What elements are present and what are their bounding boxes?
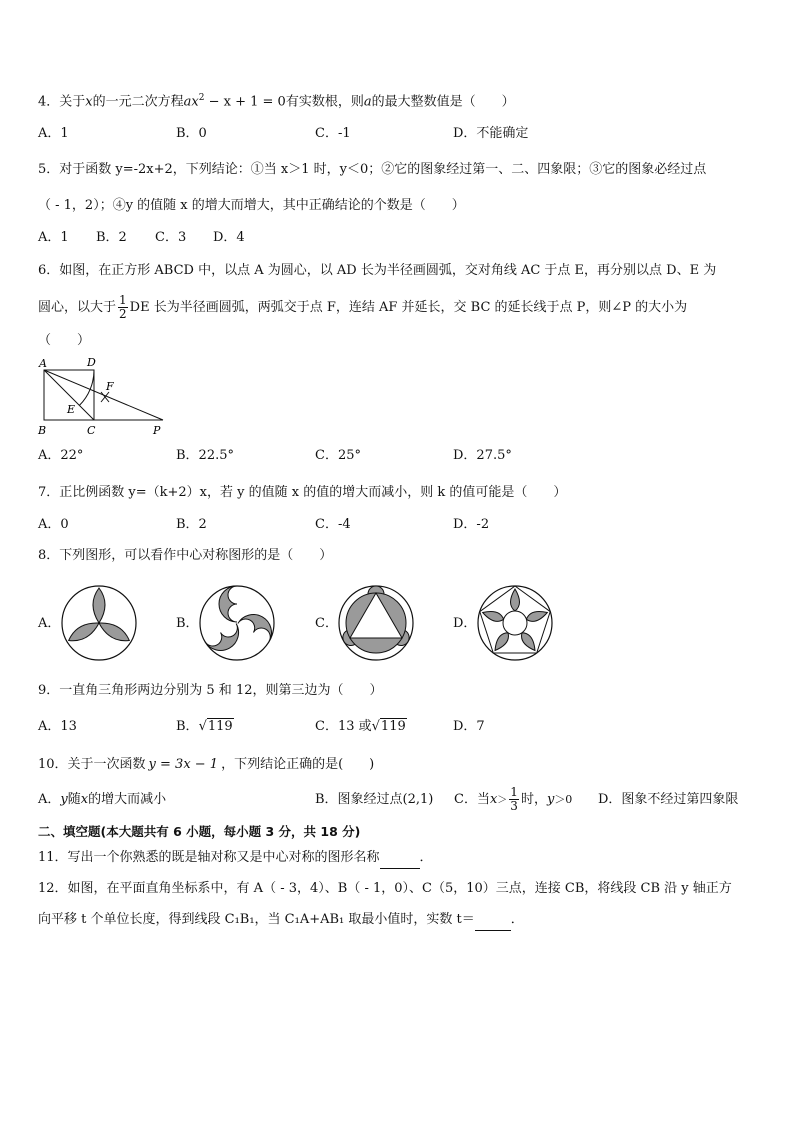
q9-option-b[interactable] <box>176 717 234 737</box>
q8-figure-b-swirl <box>198 584 276 662</box>
q5-option-d[interactable]: D．4 <box>213 230 245 245</box>
q6-option-d[interactable]: D．27.5° <box>453 448 512 463</box>
q10-a-text: 的增大而减小 <box>88 792 167 807</box>
q4-option-c[interactable]: C．-1 <box>315 126 351 141</box>
question-6-line1: 6．如图，在正方形 ABCD 中，以点 A 为圆心，以 AD 长为半径画圆弧，交对角线 AC 于点 E，再分别以点 D、E 为 <box>38 263 717 278</box>
label-f: F <box>106 380 114 393</box>
q10-a-var-x: x <box>80 792 89 807</box>
question-6-line3: （ ） <box>38 333 91 348</box>
q4-option-b[interactable]: B．0 <box>176 126 207 141</box>
label-b: B <box>38 424 47 437</box>
q10-a-text: 随 <box>67 792 81 807</box>
q11-answer-blank[interactable] <box>380 848 420 869</box>
q7-option-c[interactable]: C．-4 <box>315 517 351 532</box>
section-2-heading: 二、填空题(本大题共有 6 小题，每小题 3 分，共 18 分) <box>38 824 361 839</box>
q4-text: 4．关于 <box>38 94 86 110</box>
q8-option-d[interactable]: D． <box>453 616 477 631</box>
q10-option-b[interactable]: B．图象经过点(2,1) <box>315 792 434 807</box>
q10-c-gt: ＞ <box>497 795 508 806</box>
sqrt-sign: √ <box>371 719 380 734</box>
q6-text: 圆心，以大于 <box>38 300 117 315</box>
q5-option-b[interactable]: B．2 <box>96 230 127 245</box>
q7-option-d[interactable]: D．-2 <box>453 517 490 532</box>
q9-option-d[interactable]: D．7 <box>453 719 485 734</box>
q4-eq-rest: − x + 1 = 0 <box>204 94 286 110</box>
frac-den: 3 <box>510 799 518 813</box>
label-d: D <box>87 356 96 369</box>
q9-option-c[interactable] <box>315 717 407 737</box>
sqrt-sign: √ <box>198 719 207 734</box>
question-5-line2: （ - 1，2）；④y 的值随 x 的增大而增大，其中正确结论的个数是（ ） <box>38 198 465 213</box>
q12-answer-blank[interactable] <box>475 910 511 931</box>
q6-option-c[interactable]: C．25° <box>315 448 361 463</box>
q8-option-b[interactable]: B． <box>176 616 199 631</box>
q9-b-prefix: B． <box>176 719 199 734</box>
question-12-line2 <box>38 910 764 931</box>
q6-text: DE 长为半径画圆弧，两弧交于点 F，连结 AF 并延长，交 BC 的延长线于点 P，则∠P 的大小为 <box>129 300 688 315</box>
q6-option-a[interactable]: A．22° <box>38 448 84 463</box>
figure-d-inner-circle <box>503 611 527 635</box>
q9-b-radicand: 119 <box>207 719 233 734</box>
q10-option-a[interactable] <box>38 790 166 810</box>
q10-text: 10．关于一次函数 <box>38 757 146 772</box>
question-12-line1: 12．如图，在平面直角坐标系中，有 A（ - 3，4）、B（ - 1，0）、C（5，10）三点，连接 CB，将线段 CB 沿 y 轴正方 <box>38 881 732 896</box>
q8-option-c[interactable]: C． <box>315 616 338 631</box>
q7-option-a[interactable]: A．0 <box>38 517 69 532</box>
q10-c-fraction <box>509 786 519 813</box>
q8-figure-a-three-petals <box>60 584 138 662</box>
q10-c-prefix: C．当 <box>454 792 490 807</box>
q8-figure-c-triangle <box>337 584 415 662</box>
q10-a-prefix: A． <box>38 792 61 807</box>
q10-option-c[interactable] <box>454 781 572 820</box>
q4-var-a: a <box>363 94 372 110</box>
q6-square-figure <box>30 354 180 440</box>
q5-option-a[interactable]: A．1 <box>38 230 69 245</box>
q6-option-b[interactable]: B．22.5° <box>176 448 234 463</box>
question-5-line1: 5．对于函数 y=-2x+2，下列结论：①当 x＞1 时，y＜0；②它的图象经过第一、二、四象限；③它的图象必经过点 <box>38 162 707 177</box>
q4-text: 的最大整数值是（ ） <box>371 94 515 110</box>
q4-eq-x: x <box>191 94 199 110</box>
question-7-line1: 7．正比例函数 y=（k+2）x，若 y 的值随 x 的值的增大而减小，则 k 的值可能是（ ） <box>38 485 567 500</box>
q10-c-var-x: x <box>489 792 498 807</box>
label-e: E <box>67 403 76 416</box>
q10-text: ，下列结论正确的是( ) <box>221 757 375 772</box>
q6-fraction <box>118 294 128 321</box>
question-11 <box>38 848 764 869</box>
q11-end: ． <box>419 850 433 865</box>
frac-den: 2 <box>119 307 127 321</box>
q10-c-text: ＞0 <box>554 793 573 806</box>
frac-num: 1 <box>119 293 127 307</box>
q5-option-c[interactable]: C．3 <box>155 230 187 245</box>
q4-eq-a: a <box>183 94 192 110</box>
q10-function: y = 3x − 1 <box>148 757 219 772</box>
q10-c-text: 时， <box>520 792 547 807</box>
q7-option-b[interactable]: B．2 <box>176 517 207 532</box>
q8-option-a[interactable]: A． <box>38 616 61 631</box>
frac-num: 1 <box>510 785 518 799</box>
q10-c-var-y: y <box>546 792 555 807</box>
question-8-line1: 8．下列图形，可以看作中心对称图形的是（ ） <box>38 548 333 563</box>
label-p: P <box>153 424 161 437</box>
q4-option-d[interactable]: D．不能确定 <box>453 126 529 141</box>
q4-var-x: x <box>85 94 93 110</box>
question-6-line2 <box>38 294 764 321</box>
q4-option-a[interactable]: A．1 <box>38 126 69 141</box>
question-9-line1: 9．一直角三角形两边分别为 5 和 12，则第三边为（ ） <box>38 683 383 698</box>
q11-text: 11．写出一个你熟悉的既是轴对称又是中心对称的图形名称 <box>38 850 380 865</box>
q9-option-a[interactable]: A．13 <box>38 719 77 734</box>
question-10-stem <box>38 755 764 775</box>
question-4-stem <box>38 88 764 112</box>
q4-eq-sup: 2 <box>198 93 205 103</box>
q12-text: 向平移 t 个单位长度，得到线段 C₁B₁，当 C₁A+AB₁ 取最小值时，实数 t＝ <box>38 912 475 927</box>
q9-c-prefix: C．13 或 <box>315 719 372 734</box>
q4-text: 的一元二次方程 <box>92 94 184 110</box>
q10-a-var-y: y <box>60 792 68 807</box>
q12-end: ． <box>510 912 524 927</box>
q8-figure-d-pentagon-star <box>476 584 554 662</box>
label-a: A <box>39 357 47 370</box>
q4-text: 有实数根，则 <box>285 94 364 110</box>
q9-c-radicand: 119 <box>380 719 406 734</box>
label-c: C <box>87 424 96 437</box>
q10-option-d[interactable]: D．图象不经过第四象限 <box>598 792 739 807</box>
